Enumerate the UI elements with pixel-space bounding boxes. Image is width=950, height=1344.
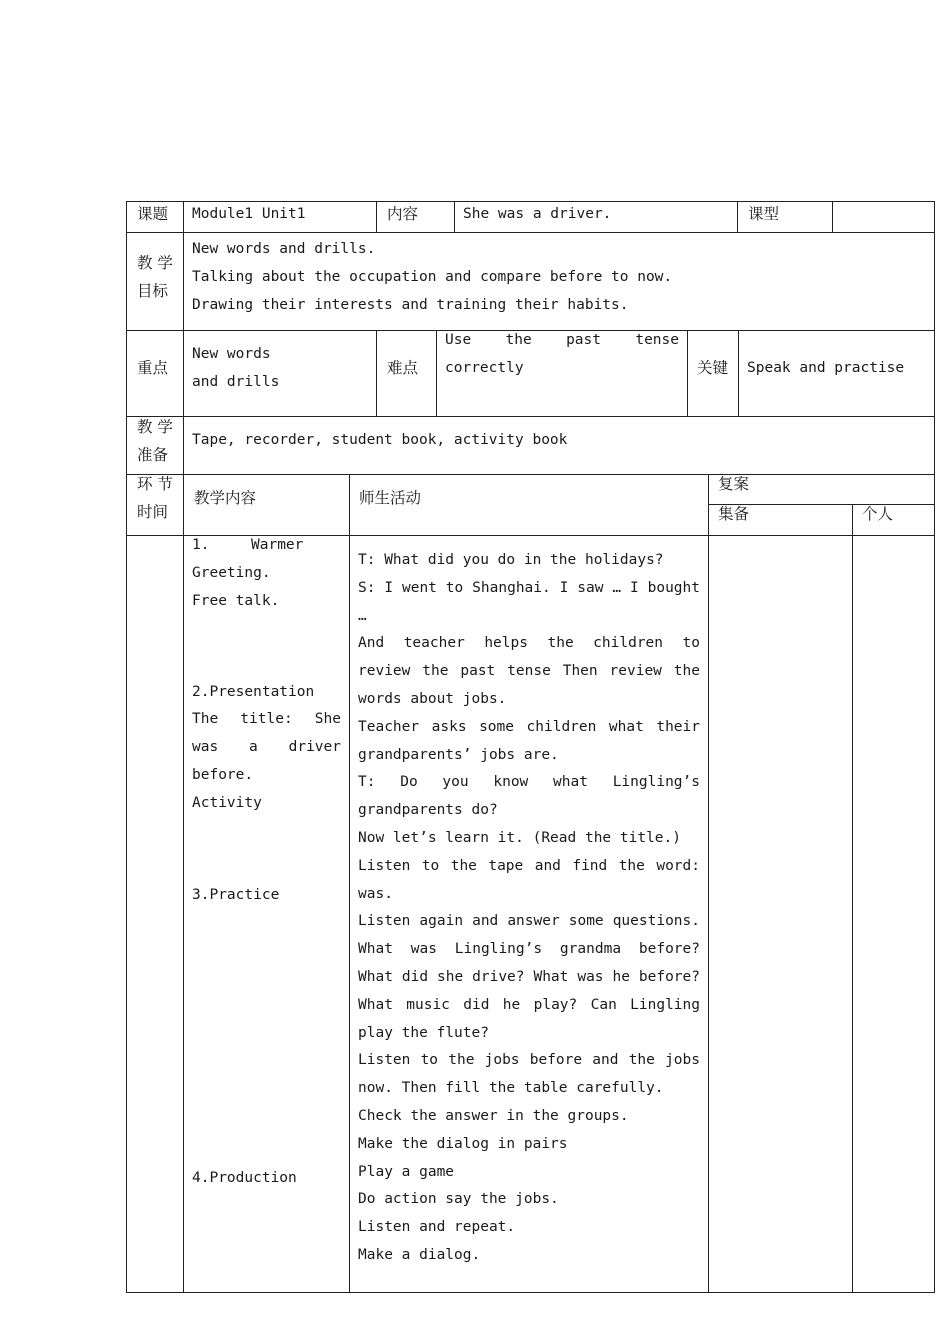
step1-number: 1. xyxy=(192,537,210,553)
key-label-cell xyxy=(687,330,739,417)
type-value-cell xyxy=(832,201,935,233)
activity-line: T: What did you do in the holidays? xyxy=(358,552,664,568)
type-label: 课型 xyxy=(748,205,780,223)
activity-line: Listen to the jobs before and the jobs now. Then fill the table carefully. xyxy=(358,1052,700,1097)
activity-line: Listen to the tape and find the word: was. xyxy=(358,857,700,902)
activity-line: Listen again and answer some questions. What was Lingling’s grandma before? What did she drive? What was he before? What music did he play? Can Lingling play the flute? xyxy=(358,913,700,1041)
activities-cell xyxy=(349,535,709,1293)
focus-line1: New words xyxy=(192,346,271,362)
group-header-label: 集备 xyxy=(718,505,750,523)
step2-heading: 2.Presentation xyxy=(192,684,315,700)
key-label: 关键 xyxy=(697,359,729,377)
group-header xyxy=(708,504,853,536)
topic-label: 课题 xyxy=(137,205,169,223)
step1-free-talk: Free talk. xyxy=(192,593,280,609)
review-header-label: 复案 xyxy=(718,475,750,493)
content-label-cell xyxy=(376,201,455,233)
content-header-label: 教学内容 xyxy=(194,489,257,507)
personal-notes-cell xyxy=(852,535,935,1293)
personal-header-label: 个人 xyxy=(862,505,894,523)
goals-label-line1: 教 学 xyxy=(137,254,173,272)
step2-title: The title: She was a driver before. xyxy=(192,711,341,783)
activity-line: T: Do you know what Lingling’s grandparents do? xyxy=(358,774,700,819)
activity-line: Make a dialog. xyxy=(358,1246,481,1263)
difficulty-cell xyxy=(436,330,688,417)
goals-label-line2: 目标 xyxy=(137,282,169,300)
activity-line: Make the dialog in pairs xyxy=(358,1135,568,1152)
steps-cell xyxy=(183,535,350,1293)
prep-label-cell xyxy=(126,416,184,475)
topic-cell xyxy=(183,201,377,233)
step1-title: Warmer xyxy=(251,537,304,553)
activity-line: Now let’s learn it. (Read the title.) xyxy=(358,829,682,846)
step2-activity: Activity xyxy=(192,795,262,811)
activity-line: And teacher helps the children to review the past tense Then review the words about jobs. xyxy=(358,635,700,707)
type-label-cell xyxy=(737,201,833,233)
personal-header xyxy=(852,504,935,536)
activity-line: Do action say the jobs. xyxy=(358,1191,559,1208)
key-cell xyxy=(738,330,935,417)
content-label: 内容 xyxy=(387,205,419,223)
stage-header-line2: 时间 xyxy=(137,503,169,521)
group-notes-cell xyxy=(708,535,853,1293)
activity-line: Teacher asks some children what their grandparents’ jobs are. xyxy=(358,718,700,763)
goals-cell xyxy=(183,232,935,331)
focus-label-cell xyxy=(126,330,184,417)
goal-line: New words and drills. xyxy=(192,241,376,257)
step3-heading: 3.Practice xyxy=(192,887,280,903)
content-cell xyxy=(454,201,738,233)
topic-label-cell xyxy=(126,201,184,233)
difficulty-value: Use the past tense correctly xyxy=(445,332,679,376)
focus-line2: and drills xyxy=(192,374,280,390)
focus-label: 重点 xyxy=(137,359,169,377)
key-value: Speak and practise xyxy=(747,360,905,376)
focus-cell xyxy=(183,330,377,417)
stage-time-header xyxy=(126,474,184,536)
goal-line: Drawing their interests and training their habits. xyxy=(192,297,629,313)
prep-label-line2: 准备 xyxy=(137,446,169,464)
stage-header-line1: 环 节 xyxy=(137,475,173,493)
content-header xyxy=(183,474,350,536)
content-value: She was a driver. xyxy=(463,206,612,222)
prep-cell xyxy=(183,416,935,475)
topic-value: Module1 Unit1 xyxy=(192,206,306,222)
activity-line: Listen and repeat. xyxy=(358,1219,516,1236)
time-cell xyxy=(126,535,184,1293)
activity-header xyxy=(349,474,709,536)
prep-label-line1: 教 学 xyxy=(137,418,173,436)
goals-label-cell xyxy=(126,232,184,331)
step4-heading: 4.Production xyxy=(192,1170,297,1186)
activity-line: Check the answer in the groups. xyxy=(358,1107,629,1124)
activity-header-label: 师生活动 xyxy=(359,489,422,507)
activity-line: Play a game xyxy=(358,1163,455,1180)
difficulty-label: 难点 xyxy=(387,359,419,377)
activity-line: S: I went to Shanghai. I saw … I bought … xyxy=(358,579,700,624)
difficulty-label-cell xyxy=(376,330,437,417)
goal-line: Talking about the occupation and compare before to now. xyxy=(192,269,673,285)
prep-value: Tape, recorder, student book, activity book xyxy=(192,432,568,448)
step1-greeting: Greeting. xyxy=(192,565,271,581)
